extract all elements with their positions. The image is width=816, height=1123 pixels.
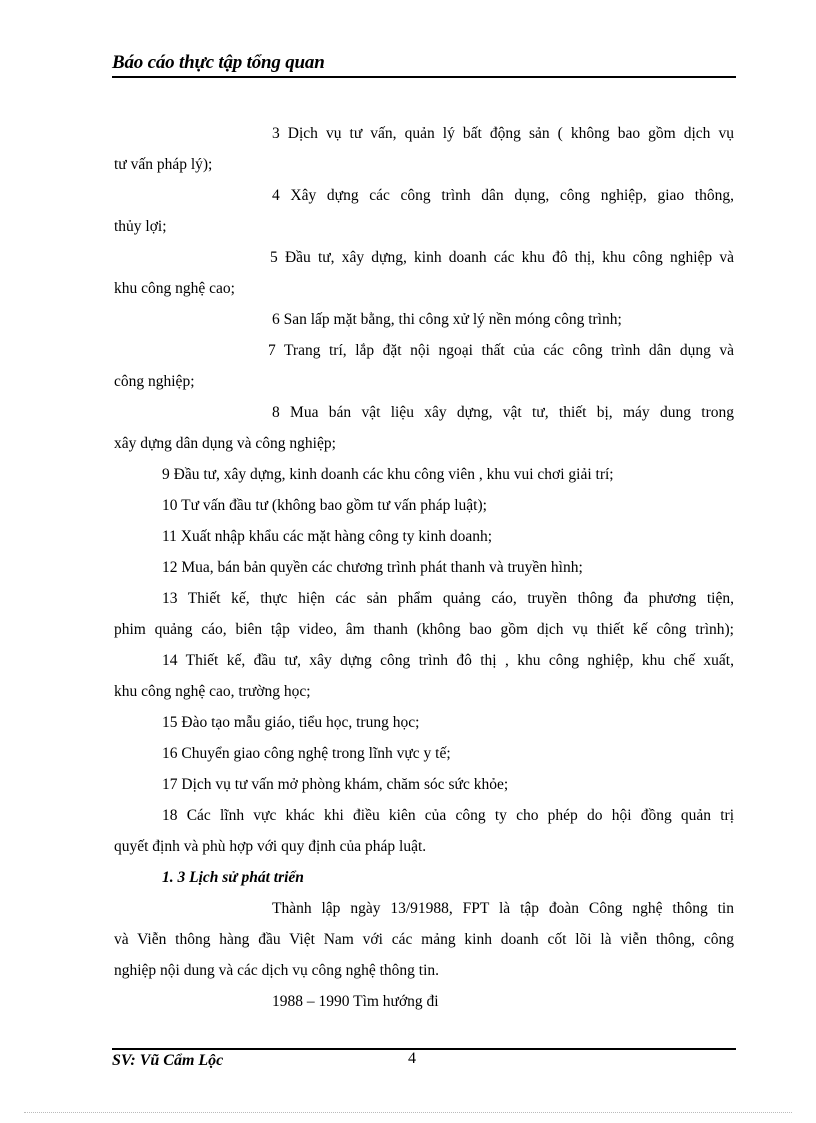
text-line-11: xây dựng dân dụng và công nghiệp; bbox=[114, 435, 336, 452]
text-line-6: khu công nghệ cao; bbox=[114, 280, 235, 297]
text-line-3: 4 Xây dựng các công trình dân dụng, công nghiệp, giao thông, bbox=[272, 187, 734, 204]
section-heading: 1. 3 Lịch sử phát triển bbox=[162, 869, 304, 886]
text-line-7: 6 San lấp mặt bằng, thi công xử lý nền móng công trình; bbox=[272, 311, 622, 328]
text-line-12: 9 Đầu tư, xây dựng, kinh doanh các khu công viên , khu vui chơi giải trí; bbox=[162, 466, 614, 483]
text-line-21: 16 Chuyển giao công nghệ trong lĩnh vực y tế; bbox=[162, 745, 451, 762]
text-line-15: 12 Mua, bán bản quyền các chương trình phát thanh và truyền hình; bbox=[162, 559, 583, 576]
text-line-9: công nghiệp; bbox=[114, 373, 195, 390]
text-line-24: quyết định và phù hợp với quy định của pháp luật. bbox=[114, 838, 427, 855]
text-line-19: khu công nghệ cao, trường học; bbox=[114, 683, 311, 700]
footer-divider bbox=[112, 1048, 736, 1050]
text-line-8: 7 Trang trí, lắp đặt nội ngoại thất của các công trình dân dụng và bbox=[268, 342, 734, 359]
text-line-23: 18 Các lĩnh vực khác khi điều kiên của công ty cho phép do hội đồng quản trị bbox=[162, 807, 734, 824]
text-line-14: 11 Xuất nhập khẩu các mặt hàng công ty kinh doanh; bbox=[162, 528, 493, 545]
page-number: 4 bbox=[408, 1050, 416, 1067]
text-line-1: 3 Dịch vụ tư vấn, quản lý bất động sản ( không bao gồm dịch vụ bbox=[272, 125, 734, 142]
page-bottom-border bbox=[24, 1112, 792, 1113]
text-line-20: 15 Đào tạo mẫu giáo, tiểu học, trung học; bbox=[162, 714, 420, 731]
text-line-5: 5 Đầu tư, xây dựng, kinh doanh các khu đô thị, khu công nghiệp và bbox=[270, 249, 734, 266]
text-line-29: 1988 – 1990 Tìm hướng đi bbox=[272, 993, 439, 1010]
text-line-4: thủy lợi; bbox=[114, 218, 167, 235]
text-line-22: 17 Dịch vụ tư vấn mở phòng khám, chăm sóc sức khỏe; bbox=[162, 776, 509, 793]
text-line-26: Thành lập ngày 13/91988, FPT là tập đoàn Công nghệ thông tin bbox=[272, 900, 734, 917]
text-line-27: và Viễn thông hàng đầu Việt Nam với các mảng kinh doanh cốt lõi là viễn thông, công bbox=[114, 931, 734, 948]
header-divider bbox=[112, 76, 736, 78]
text-line-2: tư vấn pháp lý); bbox=[114, 156, 213, 173]
text-line-13: 10 Tư vấn đầu tư (không bao gồm tư vấn pháp luật); bbox=[162, 497, 487, 514]
text-line-10: 8 Mua bán vật liệu xây dựng, vật tư, thiết bị, máy dung trong bbox=[272, 404, 734, 421]
text-line-16: 13 Thiết kế, thực hiện các sản phẩm quảng cáo, truyền thông đa phương tiện, bbox=[162, 590, 734, 607]
text-line-18: 14 Thiết kế, đầu tư, xây dựng công trình đô thị , khu công nghiệp, khu chế xuất, bbox=[162, 652, 734, 669]
footer-student-name: SV: Vũ Cẩm Lộc bbox=[112, 1052, 224, 1069]
text-line-17: phim quảng cáo, biên tập video, âm thanh (không bao gồm dịch vụ thiết kế công trình); bbox=[114, 621, 734, 638]
text-line-28: nghiệp nội dung và các dịch vụ công nghệ thông tin. bbox=[114, 962, 440, 979]
document-header-title: Báo cáo thực tập tổng quan bbox=[112, 52, 325, 73]
